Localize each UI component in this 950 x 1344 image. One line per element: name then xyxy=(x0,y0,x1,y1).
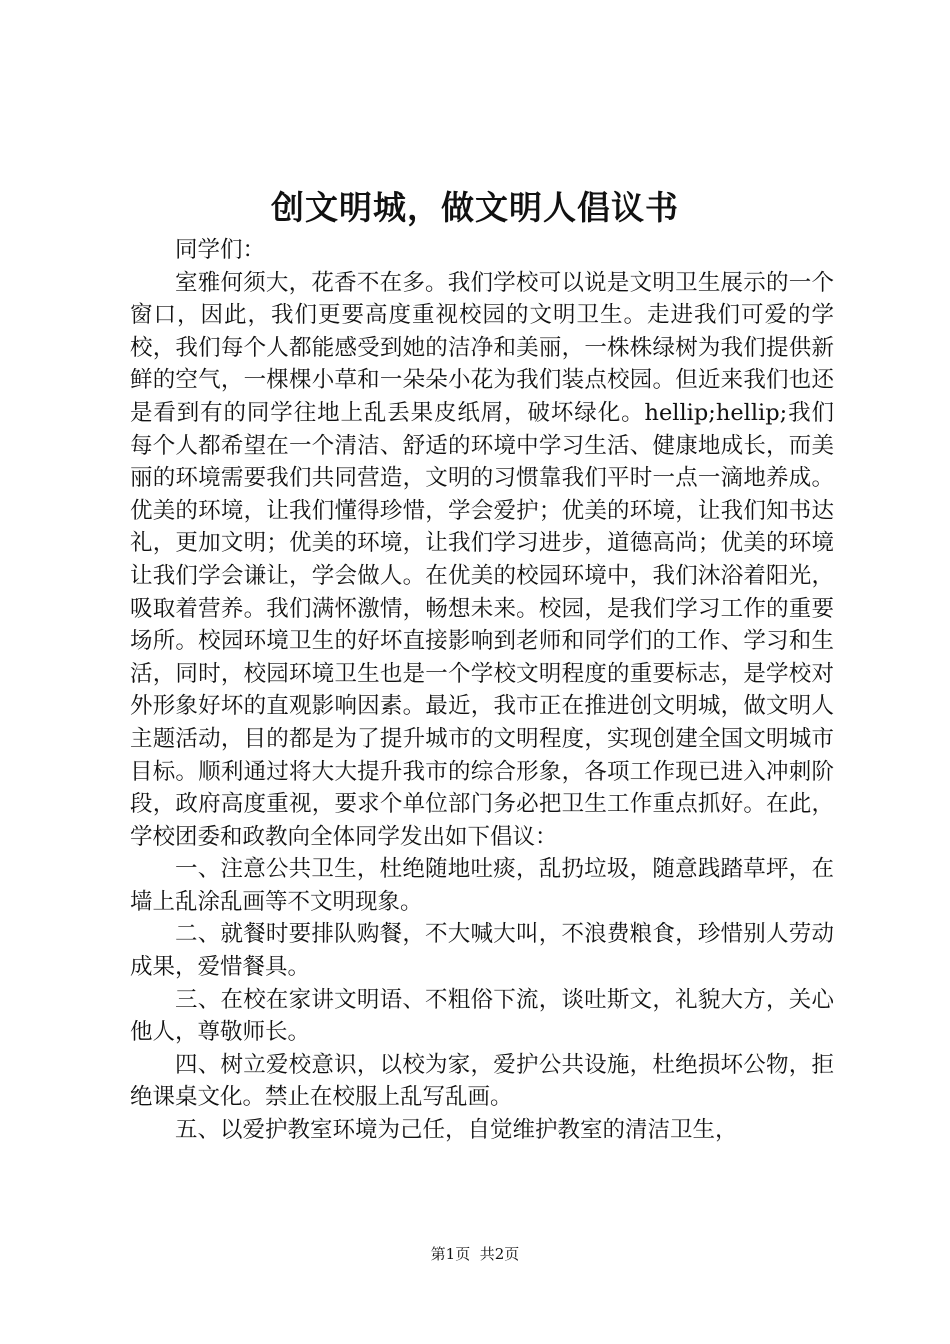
paragraph-item-1: 一、注意公共卫生，杜绝随地吐痰，乱扔垃圾，随意践踏草坪，在墙上乱涂乱画等不文明现象。 xyxy=(130,856,834,915)
document-body xyxy=(130,234,834,1147)
page-number: 第1页 xyxy=(430,1245,471,1263)
page-footer xyxy=(0,1244,950,1264)
page-total: 共2页 xyxy=(479,1245,520,1263)
paragraph-item-5: 五、以爱护教室环境为己任，自觉维护教室的清洁卫生， xyxy=(175,1117,738,1144)
document-title: 创文明城，做文明人倡议书 xyxy=(271,188,679,227)
salutation: 同学们： xyxy=(175,237,266,263)
paragraph-item-3: 三、在校在家讲文明语、不粗俗下流，谈吐斯文，礼貌大方，关心他人，尊敬师长。 xyxy=(130,986,834,1046)
paragraph-intro: 室雅何须大，花香不在多。我们学校可以说是文明卫生展示的一个窗口，因此，我们更要高度重视校园的文明卫生。走进我们可爱的学校，我们每个人都能感受到她的洁净和美丽，一株株绿树为我们提供新鲜的空气，一棵棵小草和一朵朵小花为我们装点校园。但近来我们也还是看到有的同学往地上乱丢果皮纸屑，破坏绿化。hellip;hellip;我们每个人都希望在一个清洁、舒适的环境中学习生活、健康地成长，而美丽的环境需要我们共同营造，文明的习惯靠我们平时一点一滴地养成。优美的环境，让我们懂得珍惜，学会爱护；优美的环境，让我们知书达礼，更加文明；优美的环境，让我们学习进步，道德高尚；优美的环境让我们学会谦让，学会做人。在优美的校园环境中，我们沐浴着阳光，吸取着营养。我们满怀激情，畅想未来。校园，是我们学习工作的重要场所。校园环境卫生的好坏直接影响到老师和同学们的工作、学习和生活，同时，校园环境卫生也是一个学校文明程度的重要标志，是学校对外形象好坏的直观影响因素。最近，我市正在推进创文明城，做文明人主题活动，目的都是为了提升城市的文明程度，实现创建全国文明城市目标。顺利通过将大大提升我市的综合形象，各项工作现已进入冲刺阶段，政府高度重视，要求个单位部门务必把卫生工作重点抓好。在此，学校团委和政教向全体同学发出如下倡议： xyxy=(130,269,834,850)
paragraph-item-2: 二、就餐时要排队购餐，不大喊大叫，不浪费粮食，珍惜别人劳动成果，爱惜餐具。 xyxy=(130,921,834,981)
paragraph-item-4: 四、树立爱校意识，以校为家，爱护公共设施，杜绝损坏公物，拒绝课桌文化。禁止在校服上乱写乱画。 xyxy=(130,1051,834,1111)
